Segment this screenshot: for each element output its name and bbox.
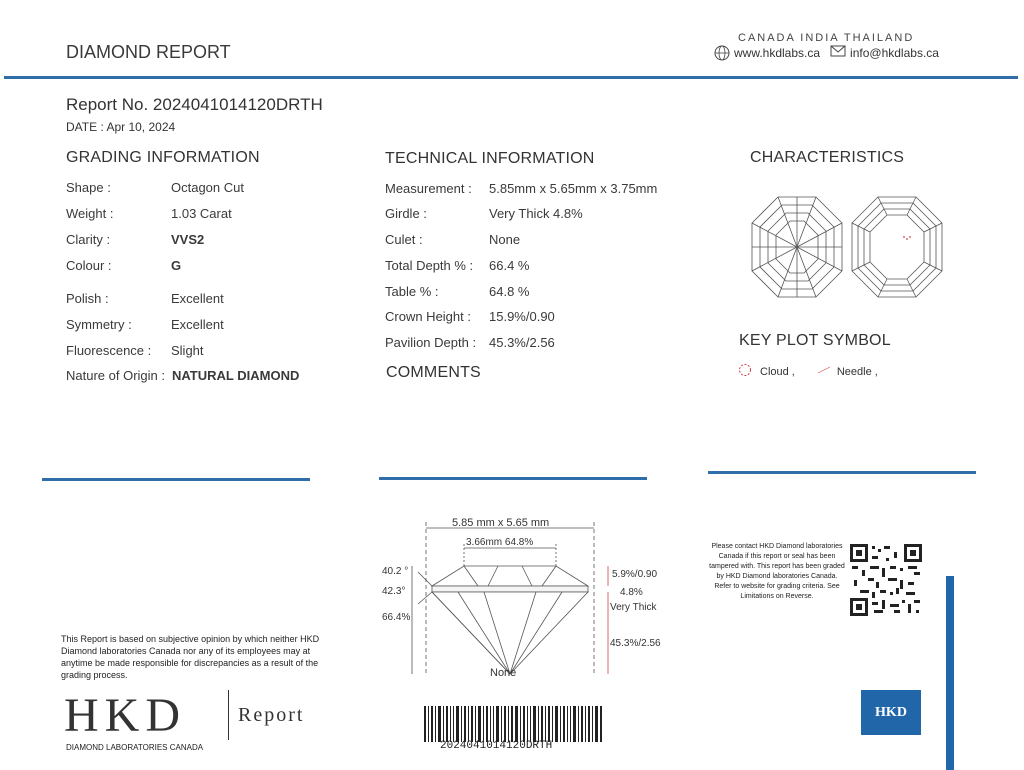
colour-value: G	[171, 258, 182, 273]
pavilion-depth-label: Pavilion Depth :	[385, 335, 477, 350]
blue-vertical-bar	[946, 576, 954, 770]
logo-report-text: Report	[238, 704, 305, 726]
cloud-symbol-icon	[738, 363, 752, 380]
total-depth-label: Total Depth % :	[385, 258, 474, 273]
qr-note: Please contact HKD Diamond laboratories Canada if this report or seal has been tampered with. This report has been graded by HKD Diamond laboratories Canada. Refer to website for grading criteria. See Limitations on Reverse.	[709, 543, 845, 600]
total-depth-value: 66.4 %	[489, 258, 530, 273]
fluorescence-label: Fluorescence :	[66, 343, 152, 358]
pavilion-depth-value: 45.3%/2.56	[489, 335, 555, 350]
comments-title: COMMENTS	[386, 364, 481, 381]
symmetry-value: Excellent	[171, 317, 224, 332]
pavilion-view-octagon	[852, 197, 942, 297]
mail-icon	[830, 45, 846, 61]
diamond-plot-diagram	[744, 195, 958, 303]
qr-code[interactable]	[850, 544, 922, 616]
key-plot-title: KEY PLOT SYMBOL	[739, 332, 891, 349]
measurement-value: 5.85mm x 5.65mm x 3.75mm	[489, 181, 658, 196]
clarity-value: VVS2	[171, 232, 205, 247]
shape-value: Octagon Cut	[171, 180, 244, 195]
table-label: Table % :	[385, 284, 439, 299]
girdle-pct-label: 4.8%	[620, 587, 643, 598]
crown-view-octagon	[752, 197, 842, 297]
proportion-diagram	[378, 514, 678, 684]
crown-height-value: 15.9%/0.90	[489, 309, 555, 324]
hkd-logo: HKD	[64, 689, 186, 742]
technical-title: TECHNICAL INFORMATION	[385, 150, 595, 167]
logo-separator	[228, 690, 229, 740]
cloud-inclusion-marker	[903, 236, 911, 240]
needle-symbol-label: Needle ,	[836, 365, 878, 378]
crown-height-label-diagram: 5.9%/0.90	[612, 569, 658, 580]
shape-label: Shape :	[66, 180, 111, 195]
pavilion-depth-label-diagram: 45.3%/2.56	[610, 638, 661, 649]
table-size-label: 3.66mm 64.8%	[466, 537, 534, 548]
culet-label: Culet :	[385, 232, 423, 247]
polish-value: Excellent	[171, 291, 224, 306]
origin-label: Nature of Origin :	[66, 368, 165, 383]
girdle-desc-label: Very Thick	[610, 602, 657, 613]
cloud-symbol-label: Cloud ,	[760, 365, 795, 378]
girdle-label: Girdle :	[385, 206, 427, 221]
weight-label: Weight :	[66, 206, 114, 221]
grading-title: GRADING INFORMATION	[66, 149, 260, 166]
barcode-number: 2024041014120DRTH	[440, 740, 553, 752]
weight-value: 1.03 Carat	[171, 206, 232, 221]
colour-label: Colour :	[66, 258, 112, 273]
website-link[interactable]: www.hkdlabs.ca	[734, 46, 821, 60]
fluorescence-value: Slight	[171, 343, 204, 358]
polish-label: Polish :	[66, 291, 109, 306]
divider-right	[708, 471, 976, 474]
total-depth-label-diagram: 66.4%	[382, 612, 411, 623]
pavilion-angle-label: 42.3°	[382, 586, 406, 597]
contact-line	[714, 45, 939, 61]
needle-symbol-icon	[817, 365, 831, 378]
report-number: Report No. 2024041014120DRTH	[66, 95, 323, 114]
girdle-value: Very Thick 4.8%	[489, 206, 583, 221]
countries-text: CANADA INDIA THAILAND	[738, 32, 915, 44]
clarity-label: Clarity :	[66, 232, 111, 247]
divider-middle	[379, 477, 647, 480]
report-title: DIAMOND REPORT	[66, 42, 231, 62]
hkd-badge: HKD	[861, 690, 921, 735]
report-date: DATE : Apr 10, 2024	[66, 120, 176, 134]
globe-icon	[714, 45, 730, 61]
culet-label-diagram: None	[490, 667, 517, 679]
logo-subtitle: DIAMOND LABORATORIES CANADA	[66, 743, 204, 752]
header-divider	[4, 76, 1018, 79]
barcode	[424, 706, 602, 742]
disclaimer-text: This Report is based on subjective opinion by which neither HKD Diamond laboratories Canada nor any of its employees may at anytime be made responsible for discrepancies as a result of the grading process.	[61, 634, 320, 680]
measurement-label: Measurement :	[385, 181, 472, 196]
origin-value: NATURAL DIAMOND	[172, 368, 300, 383]
crown-height-label: Crown Height :	[385, 309, 471, 324]
table-value: 64.8 %	[489, 284, 530, 299]
crown-angle-label: 40.2 °	[382, 566, 409, 577]
divider-left	[42, 478, 310, 481]
email-link[interactable]: info@hkdlabs.ca	[850, 46, 939, 60]
characteristics-title: CHARACTERISTICS	[750, 149, 905, 166]
dimensions-label: 5.85 mm x 5.65 mm	[452, 517, 550, 529]
key-plot-legend	[738, 363, 878, 380]
symmetry-label: Symmetry :	[66, 317, 132, 332]
culet-value: None	[489, 232, 521, 247]
